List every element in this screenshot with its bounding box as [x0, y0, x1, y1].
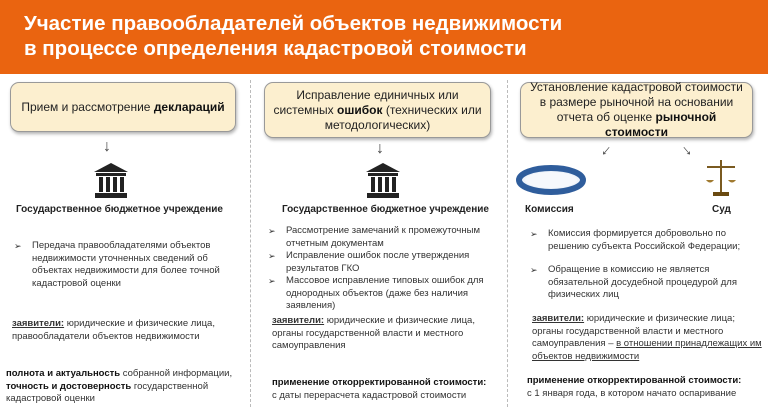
result-text: государственной кадастровой оценки	[6, 380, 209, 404]
arrow-down-icon: ↓	[376, 140, 384, 157]
box-text: (технических или методологических)	[324, 102, 482, 132]
arrow-down-icon: ↓	[103, 138, 111, 155]
result-label: применение откорректированной стоимости:	[272, 377, 487, 388]
box-bold: ошибок	[337, 102, 383, 117]
institution-label: Государственное бюджетное учреждение	[16, 204, 223, 215]
title-line: Участие правообладателей объектов недвижимости	[24, 12, 563, 35]
result	[272, 377, 507, 402]
institution-label: Государственное бюджетное учреждение	[282, 204, 489, 215]
result	[527, 375, 767, 400]
box-text: Исправление единичных или системных	[273, 87, 459, 117]
box-text: Установление кадастровой стоимости в размере рыночной на основании отчета об оценке	[530, 80, 743, 124]
market-value-box	[520, 82, 753, 138]
list-item: ➢ Передача правообладателями объектов недвижимости уточненных сведений об объектах недвижимости для более точной кадастровой оценки	[12, 240, 237, 290]
applicants	[272, 315, 504, 353]
applicants-text: юридические и физические лица, правообладатели объектов недвижимости	[12, 318, 215, 342]
commission-people-icon	[516, 158, 586, 198]
divider	[250, 80, 251, 407]
errors-box	[264, 82, 491, 138]
box-bold: рыночной стоимости	[605, 110, 717, 139]
title-line: в процессе определения кадастровой стоимости	[24, 37, 527, 60]
result	[6, 368, 246, 406]
col2-content	[266, 225, 501, 313]
divider	[507, 80, 508, 407]
box-bold: деклараций	[153, 99, 225, 114]
commission-label: Комиссия	[525, 204, 574, 215]
list-item: ➢ Обращение в комиссию не является обязательной досудебной процедурой для физических лиц	[528, 264, 763, 302]
court-label: Суд	[712, 204, 731, 215]
applicants	[532, 313, 764, 363]
list-item: ➢ Массовое исправление типовых ошибок для однородных объектов (даже без наличия заявления)	[266, 275, 501, 313]
arrow-down-left-icon: ↓	[597, 141, 615, 160]
col1-content	[12, 240, 237, 290]
result-text: собранной информации,	[120, 368, 233, 379]
list-item: ➢ Исправление ошибок после утверждения результатов ГКО	[266, 250, 501, 275]
applicants-text: юридические и физические лица, органы государственной власти и местного самоуправления	[272, 315, 475, 351]
applicants-underline: в отношении принадлежащих им объектов недвижимости	[532, 338, 762, 362]
result-text: с 1 января года, в котором начато оспаривание	[527, 387, 737, 399]
applicants-label: заявители:	[12, 318, 65, 329]
government-building-icon	[94, 163, 128, 199]
arrow-down-right-icon: ↓	[678, 141, 696, 160]
declarations-box	[10, 82, 236, 132]
box-text: Прием и рассмотрение	[21, 99, 154, 114]
result-label: применение откорректированной стоимости:	[527, 375, 742, 386]
applicants-label: заявители:	[532, 313, 585, 324]
court-scales-icon	[704, 158, 738, 198]
result-bold: полнота и актуальность	[6, 368, 121, 379]
applicants	[12, 318, 242, 343]
government-building-icon	[366, 163, 400, 199]
list-item: ➢ Комиссия формируется добровольно по решению субъекта Российской Федерации;	[528, 228, 763, 253]
applicants-label: заявители:	[272, 315, 325, 326]
applicants-text: юридические и физические лица; органы государственной власти и местного самоуправления –	[532, 313, 735, 349]
list-item: ➢ Рассмотрение замечаний к промежуточным отчетным документам	[266, 225, 501, 250]
col3-content	[528, 228, 763, 302]
page-title	[0, 0, 768, 74]
result-text: с даты перерасчета кадастровой стоимости	[272, 389, 467, 401]
result-bold: точность и достоверность	[6, 380, 132, 392]
